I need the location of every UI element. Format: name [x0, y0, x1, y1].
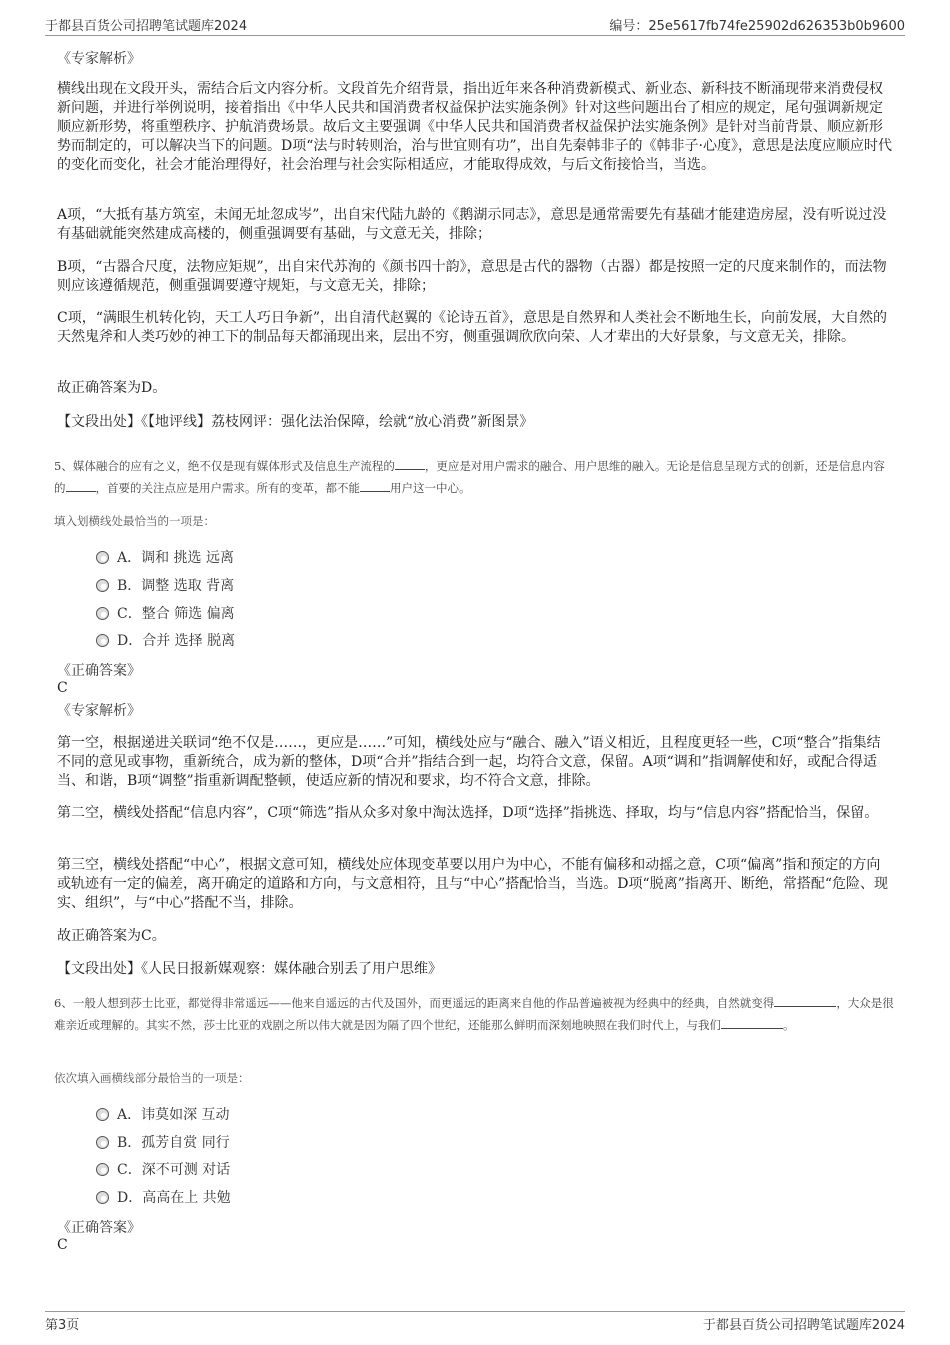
q5-stem-text: ，更应是对用户需求的融合、用户思维的融入。无论是信息呈现方式的 [424, 459, 782, 473]
q5-stem-text: 创新，还是信息内容的 [54, 459, 885, 495]
q5-blank-3 [360, 491, 390, 492]
q6-option-a[interactable]: A．讳莫如深 互动 [96, 1104, 230, 1124]
q5-option-b[interactable]: B．调整 选取 背离 [96, 575, 234, 595]
q4-analysis-option-c: C项，“满眼生机转化钧，天工人巧日争新”，出自清代赵翼的《论诗五首》，意思是自然界和人类社会不断地生长，向前发展，大自然的天然鬼斧和人类巧妙的神工下的制品每天都涌现出来，层出不穷，侧重强调欣欣向荣、人才辈出的大好景象，与文意无关，排除。 [57, 310, 888, 345]
q5-expert-heading: 《专家解析》 [57, 703, 141, 719]
q6-stem-text: ，大众是很难亲近或理解的。其实不然，莎士比亚的戏剧之所以伟大就是因为隔了四个世纪，还能那么鲜明而深刻地映照在我们时代上，与我们 [54, 996, 894, 1032]
q5-stem-text: ，首要的关注点应是用户需求。所有的变革，都不能 [95, 481, 360, 495]
radio-icon[interactable] [96, 607, 109, 620]
q6-stem-text: 。 [783, 1018, 795, 1032]
radio-icon[interactable] [96, 551, 109, 564]
q5-stem-text: 5、媒体融合的应有之义，绝不仅是现有媒体形式及信息生产流程的 [54, 459, 395, 473]
q6-stem-text: 6、一般人想到莎士比亚，都觉得非常遥远——他来自遥远的古代及国外，而更遥远的距离来自他的作品普遍被视为经典中的经典，自然就变得 [54, 996, 775, 1010]
q4-analysis-paragraph: 横线出现在文段开头，需结合后文内容分析。文段首先介绍背景，指出近年来各种消费新模式、新业态、新科技不断涌现带来消费侵权新问题，并进行举例说明，接着指出《中华人民共和国消费者权益保护法实施条例》针对这些问题出台了相应的规定，尾句强调新规定顺应新形势，将重塑秩序、护航消费场景。故后文主要强调《中华人民共和国消费者权益保护法实施条例》是针对当前背景、顺应新形势而制定的，可以解决当下的问题。D项“法与时转则治，治与世宜则有功”，出自先秦韩非子的《韩非子·心度》，意思是法度应顺应时代的变化而变化，社会才能治理得好，社会治理与社会实际相适应，才能取得成效，与后文衔接恰当，当选。 [57, 81, 892, 173]
q5-analysis-blank-3: 第三空，横线处搭配“中心”，根据文意可知，横线处应体现变革要以用户为中心，不能有偏移和动摇之意，C项“偏离”指和预定的方向或轨迹有一定的偏差，离开确定的道路和方向，与文意相符，且与“中心”搭配恰当，当选。D项“脱离”指离开、断绝，常搭配“危险、现实、组织”，与“中心”搭配不当，排除。 [57, 857, 889, 911]
q6-blank-1 [774, 1006, 836, 1007]
q5-blank-2 [66, 491, 96, 492]
radio-icon[interactable] [96, 1163, 109, 1176]
page-footer [45, 1311, 905, 1332]
q5-instruction: 填入划横线处最恰当的一项是： [54, 514, 215, 528]
footer-title: 于都县百货公司招聘笔试题库2024 [702, 1318, 905, 1333]
q6-option-b[interactable]: B．孤芳自赏 同行 [96, 1132, 230, 1152]
q4-expert-heading: 《专家解析》 [57, 51, 141, 67]
radio-icon[interactable] [96, 634, 109, 647]
radio-icon[interactable] [96, 1136, 109, 1149]
q5-source: 【文段出处】《人民日报新媒观察：媒体融合别丢了用户思维》 [57, 961, 442, 977]
q5-option-c[interactable]: C．整合 筛选 偏离 [96, 603, 235, 623]
radio-icon[interactable] [96, 579, 109, 592]
q6-answer: C [57, 1237, 68, 1253]
q5-analysis-blank-1: 第一空，根据递进关联词“绝不仅是……，更应是……”可知，横线处应与“融合、融入”语义相近，且程度更轻一些，C项“整合”指集结不同的意见或事物，重新统合，成为新的整体，D项“合并”指结合到一起，均符合文意，保留。A项“调和”指调解使和好，或配合得适当、和谐，B项“调整”指重新调配整顿，使适应新的情况和要求，均不符合文意，排除。 [57, 735, 881, 789]
q5-stem [54, 455, 896, 499]
q6-option-d[interactable]: D．高高在上 共勉 [96, 1187, 231, 1207]
radio-icon[interactable] [96, 1191, 109, 1204]
header-serial-number: 编号：25e5617fb74fe25902d626353b0b9600 [609, 19, 905, 34]
q4-conclusion: 故正确答案为D。 [57, 380, 167, 396]
q5-analysis-blank-2: 第二空，横线处搭配“信息内容”，C项“筛选”指从众多对象中淘汰选择，D项“选择”指挑选、择取，均与“信息内容”搭配恰当，保留。 [57, 805, 879, 821]
q5-blank-1 [395, 469, 425, 470]
q5-stem-text: 用户这一中心。 [390, 481, 471, 495]
q4-analysis-option-b: B项，“古器合尺度，法物应矩规”，出自宋代苏洵的《颜书四十韵》，意思是古代的器物（古器）都是按照一定的尺度来制作的，而法物则应该遵循规范，侧重强调要遵守规矩，与文意无关，排除； [57, 259, 887, 294]
q4-source: 【文段出处】《【地评线】荔枝网评：强化法治保障，绘就“放心消费”新图景》 [57, 414, 534, 430]
q5-option-a[interactable]: A．调和 挑选 远离 [96, 547, 234, 567]
q5-option-d[interactable]: D．合并 选择 脱离 [96, 630, 235, 650]
q6-option-c[interactable]: C．深不可测 对话 [96, 1159, 230, 1179]
q6-instruction: 依次填入画横线部分最恰当的一项是： [54, 1071, 250, 1085]
q5-answer-heading: 《正确答案》 [57, 663, 141, 679]
q6-blank-2 [721, 1028, 783, 1029]
radio-icon[interactable] [96, 1108, 109, 1121]
q5-conclusion: 故正确答案为C。 [57, 928, 166, 944]
q6-stem [54, 992, 896, 1036]
header-title: 于都县百货公司招聘笔试题库2024 [45, 19, 248, 34]
page-number: 第3页 [45, 1318, 80, 1333]
page-header [45, 15, 905, 36]
q4-analysis-option-a: A项，“大抵有基方筑室，未闻无址忽成岑”，出自宋代陆九龄的《鹅湖示同志》，意思是通常需要先有基础才能建造房屋，没有听说过没有基础就能突然建成高楼的，侧重强调要有基础，与文意无关，排除； [57, 207, 887, 242]
q5-answer: C [57, 680, 68, 696]
q6-answer-heading: 《正确答案》 [57, 1220, 141, 1236]
